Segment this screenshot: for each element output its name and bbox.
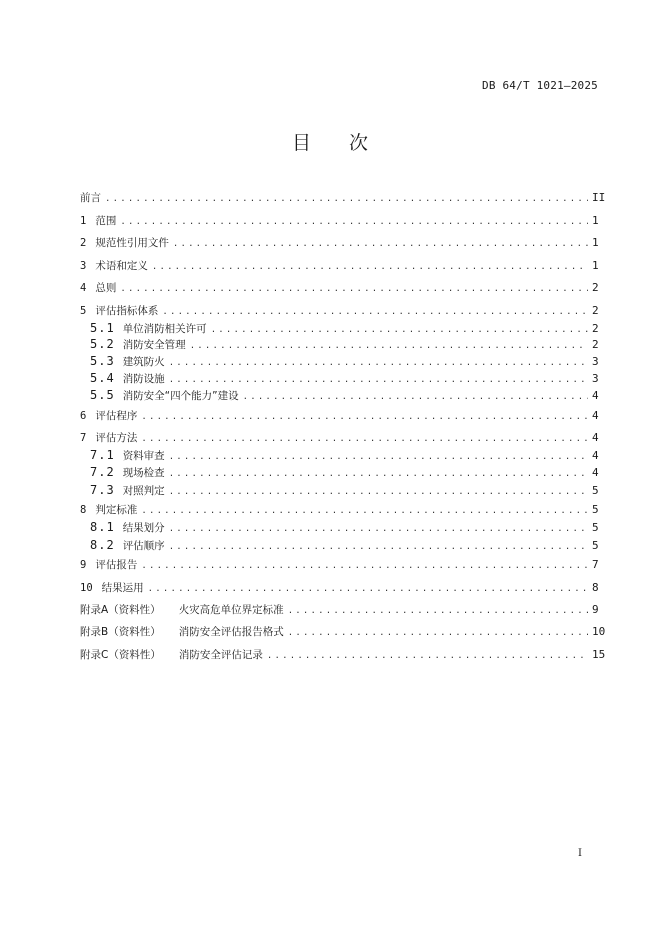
toc-dot-leader <box>288 603 588 619</box>
toc-entry-number: 3 <box>80 260 87 272</box>
toc-dot-leader <box>120 281 588 297</box>
toc-dot-leader <box>162 304 588 320</box>
toc-entry-title: 火灾高危单位界定标准 <box>178 604 284 616</box>
toc-dot-leader <box>141 503 588 519</box>
toc-entry-number: 5.5 <box>90 388 115 402</box>
toc-entry-page: 2 <box>592 281 599 294</box>
toc-entry[interactable] <box>80 280 598 296</box>
page-title-part1: 目 <box>291 132 313 154</box>
toc-entry-number: 2 <box>80 237 87 249</box>
toc-entry-title: 术语和定义 <box>95 260 148 272</box>
toc-entry-number: 5.2 <box>90 337 115 351</box>
toc-entry-title: 评估程序 <box>95 410 138 422</box>
page-number: I <box>578 848 582 859</box>
toc-entry-title: 消防安全评估报告格式 <box>178 626 284 638</box>
toc-entry[interactable] <box>80 235 598 251</box>
toc-entry-title: 范围 <box>95 215 117 227</box>
toc-entry-number: 5.1 <box>90 321 115 335</box>
toc-entry-title: 消防设施 <box>122 373 165 385</box>
toc-entry-title: 消防安全评估记录 <box>178 649 263 661</box>
toc-entry-page: 1 <box>592 236 599 249</box>
toc-dot-leader <box>169 521 588 537</box>
toc-dot-leader <box>169 466 588 482</box>
toc-entry[interactable] <box>80 557 598 573</box>
toc-entry-number: 9 <box>80 559 87 571</box>
toc-entry[interactable] <box>80 447 598 463</box>
toc-entry-page: 1 <box>592 259 599 272</box>
toc-dot-leader <box>141 558 588 574</box>
toc-entry-page: 5 <box>592 484 599 497</box>
toc-dot-leader <box>169 449 588 465</box>
toc-entry[interactable] <box>80 464 598 480</box>
toc-entry-title: 对照判定 <box>122 485 165 497</box>
toc-entry-page: 15 <box>592 648 606 661</box>
toc-entry[interactable] <box>80 408 598 424</box>
toc-entry-title: 消防安全“四个能力”建设 <box>122 390 239 402</box>
toc-entry-page: 9 <box>592 603 599 616</box>
toc-dot-leader <box>243 389 588 405</box>
toc-entry[interactable] <box>80 190 606 206</box>
toc-dot-leader <box>169 355 588 371</box>
toc-entry-page: 4 <box>592 449 599 462</box>
toc-entry-page: 3 <box>592 355 599 368</box>
toc-entry-page: 5 <box>592 539 599 552</box>
toc-entry-title: 单位消防相关许可 <box>122 323 207 335</box>
toc-entry[interactable] <box>80 387 598 403</box>
toc-entry-title: 评估指标体系 <box>95 305 159 317</box>
toc-entry[interactable] <box>80 213 598 229</box>
toc-entry-page: 3 <box>592 372 599 385</box>
toc-entry-number: 4 <box>80 282 87 294</box>
toc-entry-page: 4 <box>592 466 599 479</box>
toc-entry[interactable] <box>80 502 598 518</box>
toc-entry-page: 8 <box>592 581 599 594</box>
toc-entry-title: 建筑防火 <box>122 356 165 368</box>
toc-entry-page: 5 <box>592 521 599 534</box>
toc-entry-page: 2 <box>592 322 599 335</box>
toc-entry-number: 附录C（资料性） <box>80 649 161 661</box>
toc-entry-number: 附录A（资料性） <box>80 604 161 616</box>
toc-dot-leader <box>148 581 588 597</box>
toc-entry-title: 规范性引用文件 <box>95 237 169 249</box>
toc-entry-title: 判定标准 <box>95 504 138 516</box>
toc-entry[interactable] <box>80 353 598 369</box>
toc-entry[interactable] <box>80 624 606 640</box>
toc-entry-page: 4 <box>592 389 599 402</box>
toc-entry-title: 评估顺序 <box>122 540 165 552</box>
toc-entry[interactable] <box>80 430 598 446</box>
toc-entry-title: 总则 <box>95 282 117 294</box>
toc-dot-leader <box>152 259 588 275</box>
toc-entry[interactable] <box>80 303 598 319</box>
toc-entry[interactable] <box>80 537 598 553</box>
toc-entry-title: 评估报告 <box>95 559 138 571</box>
toc-entry[interactable] <box>80 336 598 352</box>
toc-dot-leader <box>169 484 588 500</box>
toc-entry-number: 7.2 <box>90 465 115 479</box>
toc-dot-leader <box>267 648 588 664</box>
toc-entry-title: 资料审查 <box>122 450 165 462</box>
toc-entry-page: 10 <box>592 625 606 638</box>
toc-entry[interactable] <box>80 482 598 498</box>
toc-entry-number: 8.2 <box>90 538 115 552</box>
toc-entry[interactable] <box>80 370 598 386</box>
toc-entry-number: 10 <box>80 582 93 594</box>
standard-code: DB 64/T 1021—2025 <box>482 79 598 92</box>
toc-dot-leader <box>169 539 588 555</box>
toc-entry-number: 7.1 <box>90 448 115 462</box>
toc-entry-page: 4 <box>592 431 599 444</box>
toc-entry-number: 1 <box>80 215 87 227</box>
toc-entry-title: 现场检查 <box>122 467 165 479</box>
toc-entry-number: 6 <box>80 410 87 422</box>
toc-entry-number: 8 <box>80 504 87 516</box>
toc-dot-leader <box>190 338 588 354</box>
toc-entry-page: 2 <box>592 338 599 351</box>
toc-entry-number: 8.1 <box>90 520 115 534</box>
toc-entry-page: II <box>592 191 606 204</box>
toc-entry-number: 7.3 <box>90 483 115 497</box>
toc-entry-title: 结果运用 <box>101 582 144 594</box>
toc-entry[interactable] <box>80 519 598 535</box>
toc-entry[interactable] <box>80 647 606 663</box>
toc-entry-number: 5 <box>80 305 87 317</box>
toc-dot-leader <box>288 625 588 641</box>
toc-entry-title: 消防安全管理 <box>122 339 186 351</box>
toc-entry-page: 4 <box>592 409 599 422</box>
toc-entry-title: 评估方法 <box>95 432 138 444</box>
toc-dot-leader <box>141 409 588 425</box>
toc-entry-number: 5.3 <box>90 354 115 368</box>
toc-dot-leader <box>105 191 588 207</box>
toc-entry-number: 5.4 <box>90 371 115 385</box>
page-title-part2: 次 <box>349 132 371 154</box>
toc-entry[interactable] <box>80 320 598 336</box>
toc-entry-page: 1 <box>592 214 599 227</box>
toc-dot-leader <box>120 214 588 230</box>
toc-dot-leader <box>169 372 588 388</box>
toc-entry-page: 7 <box>592 558 599 571</box>
toc-entry-title: 前言 <box>80 192 101 204</box>
toc-entry-page: 2 <box>592 304 599 317</box>
toc-dot-leader <box>141 431 588 447</box>
toc-entry-number: 7 <box>80 432 87 444</box>
toc-entry[interactable] <box>80 580 598 596</box>
toc-entry[interactable] <box>80 602 598 618</box>
toc-entry[interactable] <box>80 258 598 274</box>
toc-entry-title: 结果划分 <box>122 522 165 534</box>
toc-entry-number: 附录B（资料性） <box>80 626 161 638</box>
page-title <box>0 128 662 155</box>
toc-dot-leader <box>173 236 588 252</box>
toc-entry-page: 5 <box>592 503 599 516</box>
